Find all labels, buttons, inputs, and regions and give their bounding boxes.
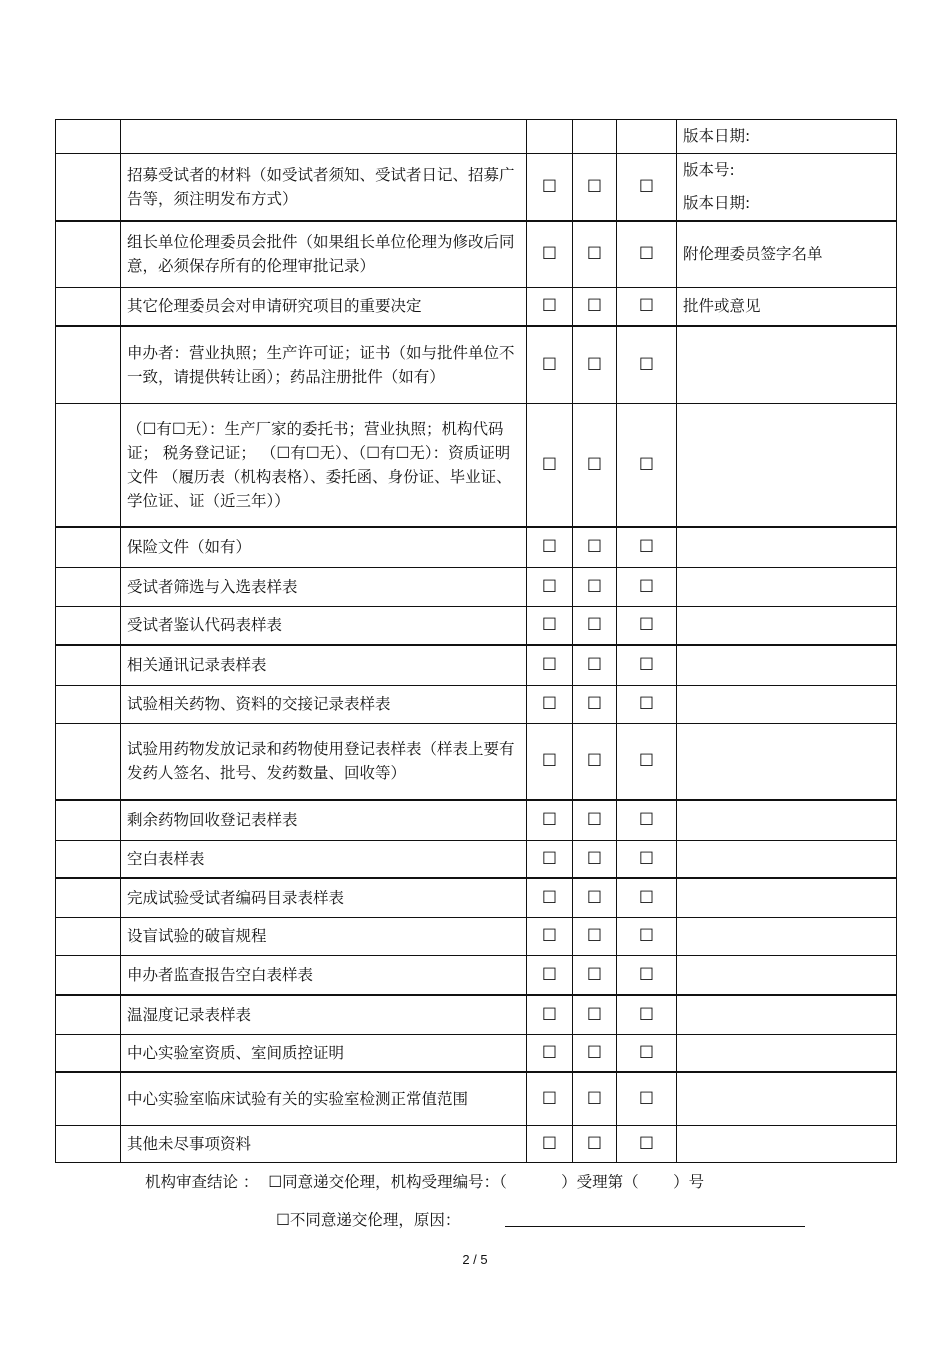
checkbox-cell	[573, 527, 617, 567]
remark-text: 附伦理委员签字名单	[683, 244, 823, 263]
checkbox-cell	[527, 685, 573, 723]
checkbox[interactable]: ☐	[638, 615, 655, 636]
remark-text: 版本日期:	[683, 127, 751, 145]
checkbox-cell	[617, 878, 677, 917]
row-index-cell	[56, 645, 121, 685]
remark-cell	[677, 154, 897, 222]
checkbox[interactable]: ☐	[541, 848, 558, 869]
checkbox[interactable]: ☐	[638, 177, 655, 197]
checkbox-cell	[527, 527, 573, 567]
checkbox[interactable]: ☐	[638, 926, 655, 946]
row-index-cell	[56, 1034, 121, 1072]
row-index-cell	[56, 878, 121, 917]
row-index-cell	[56, 1072, 121, 1125]
remark-cell	[677, 1072, 897, 1125]
checkbox[interactable]: ☐	[586, 296, 603, 317]
remark-cell	[677, 800, 897, 840]
checkbox-cell	[527, 840, 573, 878]
checkbox-cell	[573, 403, 617, 527]
document-item-name: 中心实验室临床试验有关的实验室检测正常值范围	[121, 1072, 527, 1125]
checkbox-cell	[617, 645, 677, 685]
checkbox[interactable]: ☐	[541, 810, 558, 831]
checkbox-cell	[527, 403, 573, 527]
checkbox[interactable]: ☐	[541, 354, 558, 375]
table-row	[56, 287, 897, 326]
checkbox-cell	[527, 606, 573, 645]
checkbox[interactable]: ☐	[586, 244, 603, 265]
document-item-name: 申办者：营业执照；生产许可证；证书（如与批件单位不一致，请提供转让函）；药品注册批件（如有）	[121, 326, 527, 403]
document-item-name: 受试者鉴认代码表样表	[121, 606, 527, 645]
checkbox-cell	[617, 723, 677, 800]
checkbox[interactable]: ☐	[586, 1042, 603, 1063]
checkbox-cell	[573, 723, 617, 800]
checkbox-cell	[573, 917, 617, 955]
checkbox[interactable]: ☐	[638, 354, 655, 375]
checkbox-cell	[573, 154, 617, 222]
checkbox[interactable]: ☐	[586, 887, 603, 908]
document-item-name: 其它伦理委员会对申请研究项目的重要决定	[121, 287, 527, 326]
table-row	[56, 326, 897, 403]
table-row	[56, 995, 897, 1034]
checkbox-cell	[617, 1125, 677, 1162]
remark-cell	[677, 955, 897, 995]
table-row	[56, 685, 897, 723]
checkbox-cell	[527, 878, 573, 917]
table-row	[56, 840, 897, 878]
checkbox[interactable]: ☐	[586, 354, 603, 375]
table-row	[56, 645, 897, 685]
row-index-cell	[56, 685, 121, 723]
row-index-cell	[56, 326, 121, 403]
table-row	[56, 1034, 897, 1072]
document-item-name: 设盲试验的破盲规程	[121, 917, 527, 955]
checkbox[interactable]: ☐	[541, 964, 558, 985]
remark-cell	[677, 120, 897, 154]
table-row	[56, 221, 897, 287]
remark-cell	[677, 567, 897, 606]
table-row	[56, 120, 897, 154]
reason-blank-underline	[505, 1226, 805, 1227]
reject-reason-line: ☐不同意递交伦理，原因：	[276, 1211, 461, 1229]
checkbox[interactable]: ☐	[586, 1133, 603, 1154]
document-item-name	[121, 120, 527, 154]
row-index-cell	[56, 567, 121, 606]
checkbox[interactable]: ☐	[541, 244, 558, 265]
table-row	[56, 723, 897, 800]
checkbox-cell	[527, 221, 573, 287]
checkbox[interactable]: ☐	[638, 1004, 655, 1025]
checkbox-cell	[527, 955, 573, 995]
checkbox[interactable]: ☐	[586, 1088, 603, 1109]
checkbox-cell	[573, 287, 617, 326]
checkbox-cell	[573, 1034, 617, 1072]
checkbox-cell	[527, 1072, 573, 1125]
review-conclusion-line: 机构审查结论 ： ☐同意递交伦理，机构受理编号：（ ）受理第（ ）号	[145, 1173, 705, 1191]
checkbox-cell	[617, 606, 677, 645]
checkbox[interactable]: ☐	[541, 615, 558, 636]
table-row	[56, 527, 897, 567]
page-number: 2 / 5	[462, 1252, 488, 1267]
document-table	[55, 119, 897, 1163]
table-row	[56, 917, 897, 955]
checkbox-cell	[617, 221, 677, 287]
checkbox-cell	[617, 567, 677, 606]
remark-cell	[677, 917, 897, 955]
checkbox-cell	[527, 1034, 573, 1072]
remark-text: 版本号:	[683, 161, 735, 179]
document-item-name: 空白表样表	[121, 840, 527, 878]
remark-cell	[677, 685, 897, 723]
checkbox[interactable]: ☐	[541, 887, 558, 908]
checkbox-cell	[573, 995, 617, 1034]
checkbox-cell	[573, 606, 617, 645]
checkbox-cell	[617, 685, 677, 723]
checkbox[interactable]: ☐	[638, 751, 655, 772]
checkbox-cell	[573, 120, 617, 154]
document-item-name: 试验用药物发放记录和药物使用登记表样表（样表上要有发药人签名、批号、发药数量、回收等）	[121, 723, 527, 800]
checkbox-cell	[573, 685, 617, 723]
remark-cell	[677, 326, 897, 403]
checkbox-cell	[527, 154, 573, 222]
checkbox[interactable]: ☐	[586, 655, 603, 676]
checkbox[interactable]: ☐	[541, 694, 558, 714]
document-item-name: 试验相关药物、资料的交接记录表样表	[121, 685, 527, 723]
document-item-name: 组长单位伦理委员会批件（如果组长单位伦理为修改后同意，必须保存所有的伦理审批记录）	[121, 221, 527, 287]
checkbox[interactable]: ☐	[586, 751, 603, 772]
checkbox-cell	[617, 917, 677, 955]
checkbox[interactable]: ☐	[638, 1042, 655, 1063]
row-index-cell	[56, 221, 121, 287]
checkbox-cell	[527, 917, 573, 955]
checkbox[interactable]: ☐	[638, 1133, 655, 1154]
checkbox[interactable]: ☐	[586, 694, 603, 714]
document-item-name: 完成试验受试者编码目录表样表	[121, 878, 527, 917]
row-index-cell	[56, 606, 121, 645]
checkbox[interactable]: ☐	[586, 537, 603, 558]
checkbox[interactable]: ☐	[638, 1088, 655, 1109]
remark-cell	[677, 527, 897, 567]
checkbox[interactable]: ☐	[638, 694, 655, 714]
checkbox[interactable]: ☐	[586, 615, 603, 636]
row-index-cell	[56, 840, 121, 878]
checkbox[interactable]: ☐	[638, 537, 655, 558]
checkbox[interactable]: ☐	[541, 751, 558, 772]
checkbox[interactable]: ☐	[541, 655, 558, 676]
checkbox[interactable]: ☐	[638, 244, 655, 265]
document-item-name: 温湿度记录表样表	[121, 995, 527, 1034]
checkbox-cell	[527, 723, 573, 800]
checkbox[interactable]: ☐	[541, 576, 558, 597]
document-item-name: 受试者筛选与入选表样表	[121, 567, 527, 606]
checkbox[interactable]: ☐	[638, 576, 655, 597]
remark-cell	[677, 995, 897, 1034]
checkbox-cell	[617, 800, 677, 840]
remark-cell	[677, 645, 897, 685]
checkbox-cell	[527, 120, 573, 154]
checkbox[interactable]: ☐	[541, 1133, 558, 1154]
checkbox[interactable]: ☐	[541, 1088, 558, 1109]
checkbox[interactable]: ☐	[586, 810, 603, 831]
row-index-cell	[56, 917, 121, 955]
checkbox-cell	[573, 567, 617, 606]
checkbox[interactable]: ☐	[638, 887, 655, 908]
row-index-cell	[56, 995, 121, 1034]
checkbox[interactable]: ☐	[638, 848, 655, 869]
checkbox-cell	[617, 1034, 677, 1072]
document-item-name: 相关通讯记录表样表	[121, 645, 527, 685]
checkbox-cell	[573, 878, 617, 917]
document-item-name: 申办者监查报告空白表样表	[121, 955, 527, 995]
checkbox-cell	[573, 800, 617, 840]
table-row	[56, 606, 897, 645]
table-row	[56, 1072, 897, 1125]
checkbox-cell	[617, 403, 677, 527]
checkbox-cell	[573, 840, 617, 878]
document-item-name: （☐有☐无）：生产厂家的委托书；营业执照；机构代码证； 税务登记证； （☐有☐无）、（☐有☐无）：资质证明文件 （履历表（机构表格）、委托函、身份证、毕业证、学位证、证（近三年））	[121, 403, 527, 527]
checkbox[interactable]: ☐	[541, 1042, 558, 1063]
document-item-name: 招募受试者的材料（如受试者须知、受试者日记、招募广告等，须注明发布方式）	[121, 154, 527, 222]
checkbox-cell	[527, 800, 573, 840]
checkbox-cell	[573, 1072, 617, 1125]
checkbox[interactable]: ☐	[638, 655, 655, 676]
remark-cell	[677, 606, 897, 645]
checkbox-cell	[573, 221, 617, 287]
remark-text: 版本日期:	[683, 194, 751, 212]
table-row	[56, 878, 897, 917]
checkbox-cell	[617, 1072, 677, 1125]
row-index-cell	[56, 403, 121, 527]
checkbox-cell	[527, 1125, 573, 1162]
checkbox-cell	[617, 154, 677, 222]
checkbox[interactable]: ☐	[586, 926, 603, 946]
checkbox[interactable]: ☐	[586, 848, 603, 869]
checkbox-cell	[617, 527, 677, 567]
table-row	[56, 955, 897, 995]
row-index-cell	[56, 120, 121, 154]
remark-cell	[677, 403, 897, 527]
remark-text: 批件或意见	[683, 296, 761, 315]
remark-cell	[677, 723, 897, 800]
row-index-cell	[56, 800, 121, 840]
checkbox[interactable]: ☐	[638, 964, 655, 985]
checkbox-cell	[527, 645, 573, 685]
row-index-cell	[56, 955, 121, 995]
checkbox[interactable]: ☐	[586, 454, 603, 475]
checkbox-cell	[617, 840, 677, 878]
row-index-cell	[56, 1125, 121, 1162]
checkbox[interactable]: ☐	[586, 576, 603, 597]
table-row	[56, 154, 897, 222]
checkbox[interactable]: ☐	[586, 177, 603, 197]
checkbox[interactable]: ☐	[541, 177, 558, 197]
checkbox[interactable]: ☐	[541, 926, 558, 946]
checkbox-cell	[617, 287, 677, 326]
row-index-cell	[56, 723, 121, 800]
remark-cell	[677, 1034, 897, 1072]
checkbox-cell	[573, 1125, 617, 1162]
document-item-name: 中心实验室资质、室间质控证明	[121, 1034, 527, 1072]
checkbox[interactable]: ☐	[638, 454, 655, 475]
remark-cell	[677, 840, 897, 878]
checkbox-cell	[527, 326, 573, 403]
checkbox-cell	[573, 326, 617, 403]
table-row	[56, 567, 897, 606]
checkbox[interactable]: ☐	[586, 1004, 603, 1025]
checkbox-cell	[573, 955, 617, 995]
checkbox-cell	[617, 995, 677, 1034]
checkbox[interactable]: ☐	[638, 296, 655, 317]
checkbox[interactable]: ☐	[541, 296, 558, 317]
checkbox-cell	[527, 995, 573, 1034]
row-index-cell	[56, 527, 121, 567]
checkbox-cell	[573, 645, 617, 685]
table-row	[56, 800, 897, 840]
checkbox[interactable]: ☐	[541, 454, 558, 475]
checkbox[interactable]: ☐	[541, 537, 558, 558]
checkbox[interactable]: ☐	[586, 964, 603, 985]
table-row	[56, 1125, 897, 1162]
checkbox[interactable]: ☐	[638, 810, 655, 831]
remark-cell	[677, 1125, 897, 1162]
checkbox-cell	[617, 326, 677, 403]
table-row	[56, 403, 897, 527]
document-item-name: 剩余药物回收登记表样表	[121, 800, 527, 840]
document-item-name: 保险文件（如有）	[121, 527, 527, 567]
checkbox-cell	[617, 955, 677, 995]
remark-cell	[677, 878, 897, 917]
row-index-cell	[56, 154, 121, 222]
checkbox-cell	[527, 287, 573, 326]
remark-cell	[677, 287, 897, 326]
row-index-cell	[56, 287, 121, 326]
checkbox[interactable]: ☐	[541, 1004, 558, 1025]
checkbox-cell	[527, 567, 573, 606]
checkbox-cell	[617, 120, 677, 154]
remark-cell	[677, 221, 897, 287]
document-item-name: 其他未尽事项资料	[121, 1125, 527, 1162]
